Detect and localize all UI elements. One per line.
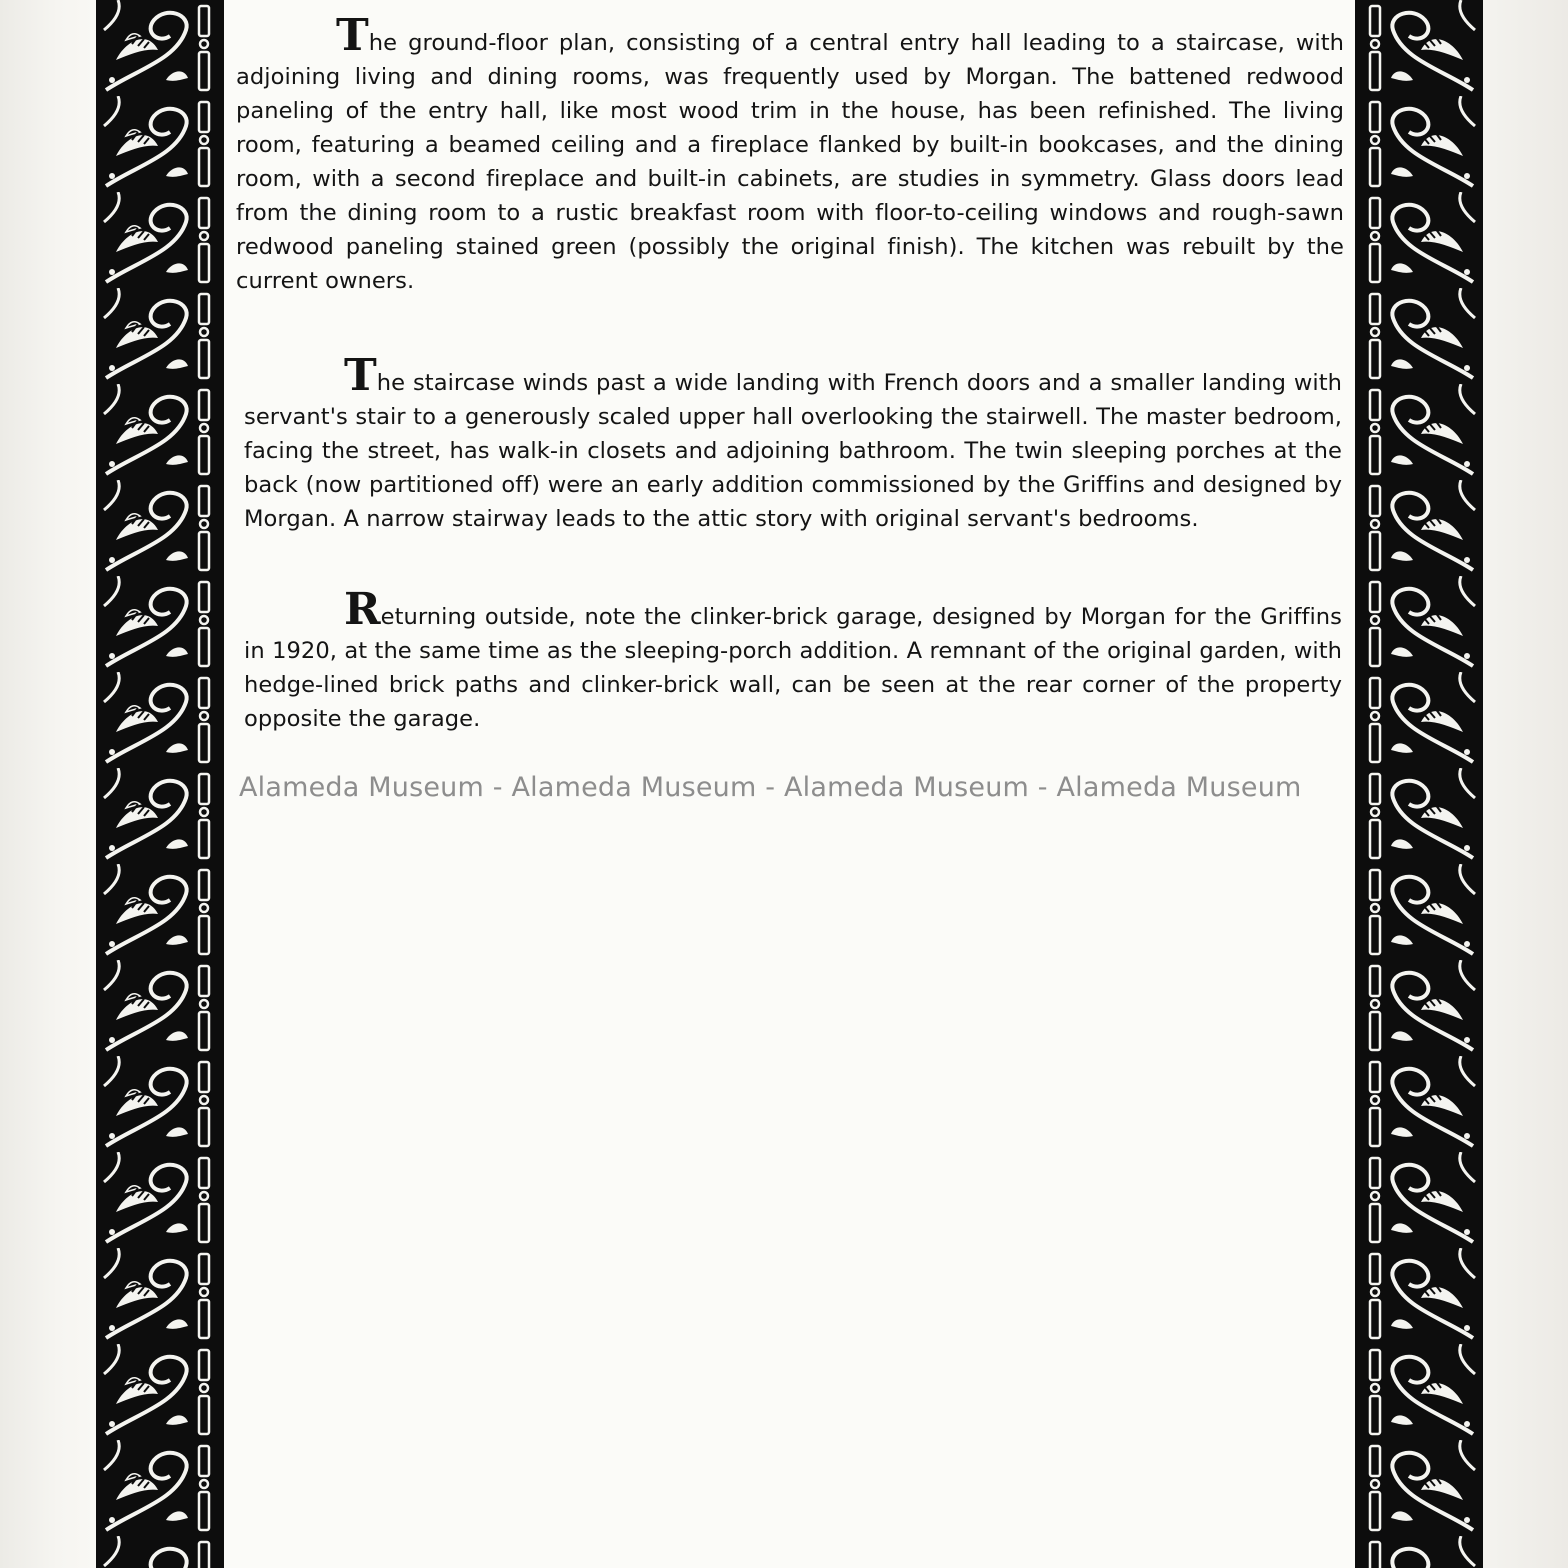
paragraph-text: he staircase winds past a wide landing with French doors and a smaller landing with servant's stair to a generously scaled upper hall overlooking the stairwell. The master bedroom, facing the street, has walk-in closets and adjoining bathroom. The twin sleeping porches at the back (now partitioned off) were an early addition commissioned by the Griffins and designed by Morgan. A narrow stairway leads to the attic story with original servant's bedrooms. [244,370,1342,532]
decorative-border-right [1355,0,1483,1568]
dropcap: R [344,584,381,635]
page-edge-right [1483,0,1568,1568]
paragraph-text: he ground-floor plan, consisting of a central entry hall leading to a staircase, with adjoining living and dining rooms, was frequently used by Morgan. The battened redwood paneling of the entry hall, like most wood trim in the house, has been refinished. The living room, featuring a beamed ceiling and a fireplace flanked by built-in bookcases, and the dining room, with a second fireplace and built-in cabinets, are studies in symmetry. Glass doors lead from the dining room to a rustic breakfast room with floor-to-ceiling windows and rough-sawn redwood paneling stained green (possibly the original finish). The kitchen was rebuilt by the current owners. [236,30,1344,294]
dropcap: T [344,350,377,401]
paragraph-ground-floor [236,10,1344,298]
dropcap: T [336,10,369,61]
watermark: Alameda Museum - Alameda Museum - Alameda Museum - Alameda Museum [239,772,1302,803]
vine-ornament-left-icon [96,0,224,1568]
paragraph-text: eturning outside, note the clinker-brick garage, designed by Morgan for the Griffins in 1920, at the same time as the sleeping-porch addition. A remnant of the original garden, with hedge-lined brick paths and clinker-brick wall, can be seen at the rear corner of the property opposite the garage. [244,604,1342,732]
vine-ornament-right-icon [1355,0,1483,1568]
paragraph-garage [244,584,1342,736]
paragraph-staircase [244,350,1342,536]
page-edge-left [0,0,96,1568]
decorative-border-left [96,0,224,1568]
